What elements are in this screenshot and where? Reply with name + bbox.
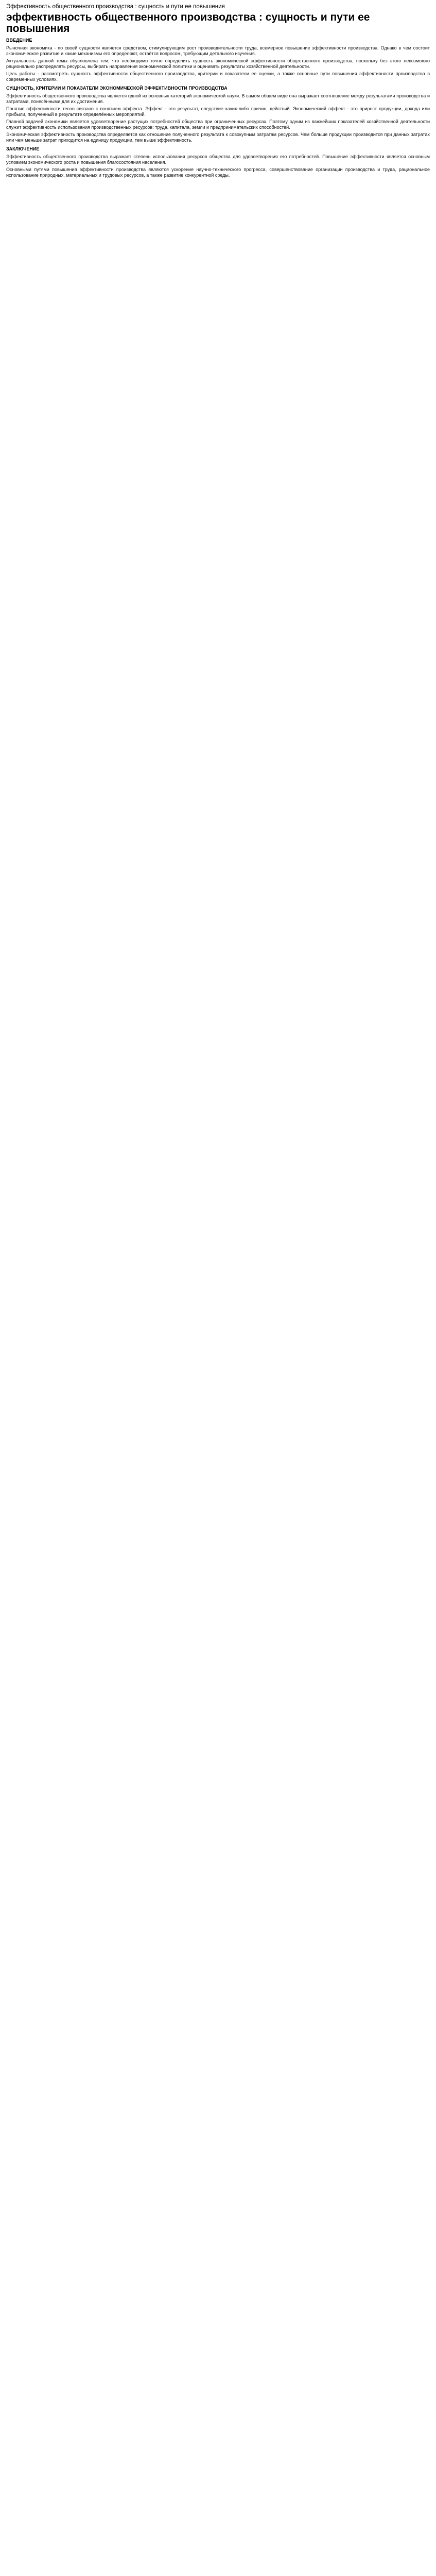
section-heading: СУЩНОСТЬ, КРИТЕРИИ И ПОКАЗАТЕЛИ ЭКОНОМИЧЕСКОЙ ЭФФЕКТИВНОСТИ ПРОИЗВОДСТВА [6, 86, 228, 91]
section-heading: ВВЕДЕНИЕ [6, 38, 32, 43]
paragraph: Экономическая эффективность производства определяется как отношение полученного результата к совокупным затратам ресурсов. Чем больше продукции производится при данных затратах или чем меньше затрат приходится на единицу продукции, тем выше эффективность. [6, 132, 430, 143]
document-page [0, 0, 436, 183]
page-title: эффективность общественного производства : сущность и пути ее повышения [6, 11, 370, 35]
article-body [6, 38, 430, 178]
paragraph: Эффективность общественного производства выражает степень использования ресурсов общества для удовлетворения его потребностей. Повышение эффективности является основным условием экономического роста и повышения благосостояния населения. [6, 154, 430, 165]
paragraph: Понятие эффективности тесно связано с понятием эффекта. Эффект - это результат, следствие каких-либо причин, действий. Экономический эффект - это прирост продукции, дохода или прибыли, полученный в результате определённых мероприятий. [6, 106, 430, 117]
paragraph: Цель работы - рассмотреть сущность эффективности общественного производства, критерии и показатели ее оценки, а также основные пути повышения эффективности производства в современных условиях. [6, 71, 430, 82]
breadcrumb: Эффективность общественного производства : сущность и пути ее повышения [6, 4, 225, 10]
paragraph: Актуальность данной темы обусловлена тем, что необходимо точно определить сущность экономической эффективности общественного производства, поскольку без этого невозможно рационально распределять ресурсы, выбирать направления экономической политики и оценивать результаты хозяйственной деятельности. [6, 58, 430, 69]
paragraph: Эффективность общественного производства является одной из основных категорий экономической науки. В самом общем виде она выражает соотношение между результатами производства и затратами, понесёнными для их достижения. [6, 93, 430, 104]
paragraph: Главной задачей экономики является удовлетворение растущих потребностей общества при ограниченных ресурсах. Поэтому одним из важнейших показателей хозяйственной деятельности служит эффективность использования производственных ресурсов: труда, капитала, земли и предпринимательских способностей. [6, 119, 430, 130]
paragraph: Рыночная экономика - по своей сущности является средством, стимулирующим рост производительности труда, всемерное повышение эффективности производства. Однако в чем состоит экономическое развитие и какие механизмы его определяют, остаётся вопросом, требующим детального изучения. [6, 45, 430, 56]
paragraph: Основными путями повышения эффективности производства являются ускорение научно-технического прогресса, совершенствование организации производства и труда, рациональное использование природных, материальных и трудовых ресурсов, а также развитие конкурентной среды. [6, 167, 430, 178]
section-heading: ЗАКЛЮЧЕНИЕ [6, 146, 40, 151]
